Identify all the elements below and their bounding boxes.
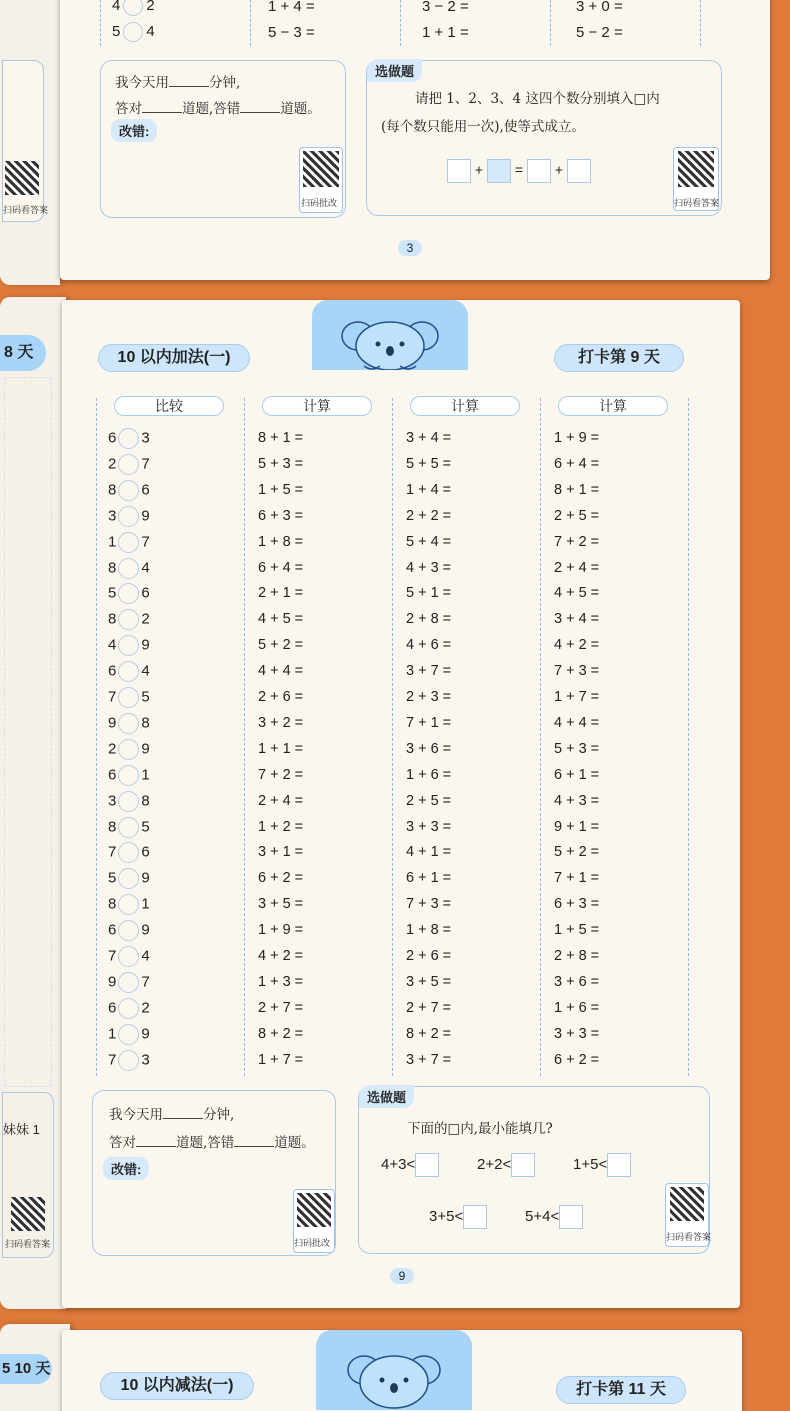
compare-left: 4 bbox=[108, 636, 117, 654]
compare-left: 7 bbox=[108, 1051, 117, 1069]
compare-left: 8 bbox=[108, 817, 117, 835]
compare-left: 6 bbox=[108, 662, 117, 680]
optional-box bbox=[366, 60, 722, 216]
compare-item bbox=[108, 791, 150, 812]
score-line: 答对 道题,答错 道题。 bbox=[115, 101, 321, 117]
compare-item bbox=[108, 920, 150, 941]
compare-item bbox=[108, 868, 150, 889]
header-calc-1: 计算 bbox=[262, 396, 372, 416]
calc-item: 5 − 2 = bbox=[576, 24, 623, 41]
calc-item[interactable]: 1 + 3 = bbox=[258, 973, 304, 990]
optional-question-line2: (每个数只能用一次),使等式成立。 bbox=[381, 119, 585, 135]
column-divider bbox=[700, 0, 701, 46]
compare-right: 8 bbox=[141, 792, 150, 810]
compare-circle[interactable] bbox=[118, 609, 139, 630]
compare-left: 8 bbox=[108, 558, 117, 576]
optional-question-line1: 请把 1、2、3、4 这四个数分别填入□内 bbox=[415, 91, 660, 107]
time-line: 我今天用 分钟, bbox=[109, 1107, 235, 1123]
calc-item[interactable]: 1 + 7 = bbox=[554, 689, 600, 705]
calc-item[interactable]: 1 + 6 = bbox=[554, 999, 600, 1016]
compare-left: 6 bbox=[108, 766, 117, 784]
calc-item[interactable]: 2 + 3 = bbox=[406, 689, 452, 705]
compare-circle[interactable] bbox=[118, 791, 139, 812]
calc-item[interactable]: 7 + 2 = bbox=[554, 533, 600, 550]
calc-item[interactable]: 2 + 6 = bbox=[258, 689, 304, 705]
calc-item[interactable]: 1 + 5 = bbox=[554, 922, 600, 939]
compare-item bbox=[108, 739, 150, 760]
compare-item bbox=[108, 661, 150, 682]
compare-item bbox=[108, 428, 150, 449]
calc-item[interactable]: 2 + 7 = bbox=[406, 999, 452, 1016]
checkin-badge: 打卡第 9 天 bbox=[554, 344, 684, 372]
compare-item bbox=[108, 765, 150, 786]
compare-item bbox=[108, 635, 150, 656]
calc-item[interactable]: 8 + 2 = bbox=[258, 1025, 304, 1042]
compare-item bbox=[108, 817, 150, 838]
calc-item[interactable]: 1 + 8 = bbox=[406, 922, 452, 939]
compare-right: 1 bbox=[141, 895, 150, 913]
calc-item[interactable]: 4 + 2 = bbox=[258, 948, 304, 964]
calc-item[interactable]: 3 + 6 = bbox=[554, 973, 600, 990]
compare-circle[interactable] bbox=[118, 480, 139, 501]
compare-right: 8 bbox=[141, 714, 150, 732]
qr-code-icon bbox=[5, 161, 39, 195]
calc-item[interactable]: 6 + 4 = bbox=[554, 455, 600, 472]
inequality-item: 1+5< bbox=[573, 1153, 631, 1177]
compare-left: 9 bbox=[108, 973, 117, 991]
column-divider bbox=[96, 398, 97, 1076]
calc-item[interactable]: 3 + 7 = bbox=[406, 663, 452, 680]
calc-item[interactable]: 7 + 3 = bbox=[406, 896, 452, 913]
calc-item[interactable]: 1 + 4 = bbox=[406, 481, 452, 498]
answer-box[interactable] bbox=[567, 159, 591, 183]
optional-question: 下面的□内,最小能填几? bbox=[407, 1121, 553, 1137]
sliver-box bbox=[2, 1092, 54, 1258]
inequality-item: 3+5< bbox=[429, 1205, 487, 1229]
calc-item[interactable]: 1 + 9 = bbox=[554, 430, 600, 446]
calc-item[interactable]: 8 + 2 = bbox=[406, 1025, 452, 1042]
calc-item[interactable]: 4 + 1 = bbox=[406, 844, 452, 861]
compare-left: 3 bbox=[108, 507, 117, 525]
calc-item[interactable]: 3 + 3 = bbox=[554, 1025, 600, 1042]
answer-box[interactable] bbox=[511, 1153, 535, 1177]
top-page-spread bbox=[0, 0, 790, 292]
compare-left: 9 bbox=[108, 714, 117, 732]
sliver-faint-column bbox=[4, 377, 52, 1087]
calc-item[interactable]: 7 + 2 = bbox=[258, 766, 304, 783]
column-divider bbox=[250, 0, 251, 46]
calc-item[interactable]: 6 + 1 = bbox=[554, 766, 600, 783]
column-divider bbox=[400, 0, 401, 46]
calc-item[interactable]: 2 + 8 = bbox=[554, 948, 600, 964]
compare-circle[interactable] bbox=[118, 713, 139, 734]
compare-circle[interactable] bbox=[118, 454, 139, 475]
calc-item[interactable]: 6 + 3 = bbox=[554, 896, 600, 913]
answer-box[interactable] bbox=[527, 159, 551, 183]
calc-item: 1 + 1 = bbox=[422, 24, 469, 41]
compare-left: 2 bbox=[108, 455, 117, 473]
compare-right: 9 bbox=[141, 1025, 150, 1043]
compare-item bbox=[108, 998, 150, 1019]
calc-item[interactable]: 4 + 5 = bbox=[554, 585, 600, 602]
calc-item[interactable]: 6 + 3 = bbox=[258, 507, 304, 524]
bottom-left-page-sliver bbox=[0, 1324, 70, 1411]
answer-box[interactable] bbox=[415, 1153, 439, 1177]
calc-item[interactable]: 5 + 2 = bbox=[554, 844, 600, 861]
calc-item[interactable]: 4 + 6 = bbox=[406, 637, 452, 654]
koala-header-tab bbox=[312, 300, 468, 370]
header-calc-3: 计算 bbox=[558, 396, 668, 416]
calc-item[interactable]: 3 + 7 = bbox=[406, 1051, 452, 1068]
compare-item bbox=[108, 1024, 150, 1045]
qr-panel[interactable] bbox=[673, 147, 719, 211]
compare-item bbox=[108, 454, 150, 475]
calc-item[interactable]: 3 + 4 = bbox=[406, 430, 452, 446]
calc-item[interactable]: 2 + 4 = bbox=[258, 792, 304, 809]
column-divider bbox=[100, 0, 101, 46]
time-blank[interactable] bbox=[169, 75, 209, 87]
fix-label: 改错: bbox=[103, 1157, 149, 1180]
wrong-blank[interactable] bbox=[234, 1135, 274, 1147]
compare-circle[interactable] bbox=[118, 817, 139, 838]
calc-item[interactable]: 7 + 1 = bbox=[554, 870, 600, 887]
calc-item[interactable]: 6 + 4 = bbox=[258, 559, 304, 576]
calc-item: 1 + 4 = bbox=[268, 0, 315, 15]
compare-left: 5 bbox=[108, 584, 117, 602]
side-day-tab: 8 天 bbox=[0, 335, 46, 371]
calc-item[interactable]: 4 + 5 = bbox=[258, 611, 304, 628]
calc-item[interactable]: 3 + 2 = bbox=[258, 714, 304, 731]
koala-icon bbox=[316, 1330, 472, 1410]
compare-circle[interactable] bbox=[118, 972, 139, 993]
main-page-spread bbox=[0, 292, 790, 1322]
top-page bbox=[60, 0, 770, 280]
calc-item[interactable]: 5 + 2 = bbox=[258, 637, 304, 654]
optional-tag: 选做题 bbox=[359, 1085, 414, 1108]
optional-tag: 选做题 bbox=[367, 59, 422, 82]
compare-right: 7 bbox=[141, 455, 150, 473]
compare-item bbox=[108, 583, 150, 604]
qr-caption: 扫码批改 bbox=[294, 1238, 331, 1248]
compare-right: 2 bbox=[141, 999, 150, 1017]
score-line: 答对 道题,答错 道题。 bbox=[109, 1135, 315, 1151]
compare-left: 7 bbox=[108, 843, 117, 861]
compare-right: 2 bbox=[141, 610, 150, 628]
compare-circle[interactable] bbox=[118, 635, 139, 656]
calc-item[interactable]: 5 + 3 = bbox=[554, 740, 600, 757]
compare-right: 3 bbox=[141, 429, 150, 447]
calc-item[interactable]: 1 + 1 = bbox=[258, 740, 304, 757]
calc-item[interactable]: 1 + 6 = bbox=[406, 766, 452, 783]
compare-right: 9 bbox=[141, 507, 150, 525]
calc-item[interactable]: 1 + 8 = bbox=[258, 533, 304, 550]
calc-item[interactable]: 3 + 5 = bbox=[406, 973, 452, 990]
compare-left: 8 bbox=[108, 895, 117, 913]
calc-item[interactable]: 2 + 5 = bbox=[406, 792, 452, 809]
qr-caption: 扫码批改 bbox=[301, 198, 338, 208]
inequality-item: 2+2< bbox=[477, 1153, 535, 1177]
compare-right: 6 bbox=[141, 481, 150, 499]
compare-right: 3 bbox=[141, 1051, 150, 1069]
correct-blank[interactable] bbox=[142, 101, 182, 113]
calc-item: 5 − 3 = bbox=[268, 24, 315, 41]
compare-circle[interactable] bbox=[118, 842, 139, 863]
bottom-page-spread bbox=[0, 1322, 790, 1411]
record-box bbox=[100, 60, 346, 218]
inequality-item: 5+4< bbox=[525, 1205, 583, 1229]
bottom-page bbox=[62, 1330, 742, 1411]
calc-item[interactable]: 8 + 1 = bbox=[258, 430, 304, 446]
compare-item bbox=[108, 687, 150, 708]
calc-item[interactable]: 3 + 1 = bbox=[258, 844, 304, 861]
calc-item[interactable]: 4 + 3 = bbox=[554, 792, 600, 809]
qr-code-icon bbox=[297, 1193, 331, 1227]
calc-item[interactable]: 1 + 9 = bbox=[258, 922, 304, 939]
compare-item bbox=[108, 842, 150, 863]
compare-circle[interactable] bbox=[123, 0, 143, 16]
qr-code-icon bbox=[303, 151, 339, 187]
header-compare: 比较 bbox=[114, 396, 224, 416]
calc-item[interactable]: 8 + 1 = bbox=[554, 481, 600, 498]
calc-item[interactable]: 6 + 1 = bbox=[406, 870, 452, 887]
sliver-text: 妹妹 1 bbox=[3, 1122, 40, 1137]
compare-right: 9 bbox=[141, 869, 150, 887]
calc-item[interactable]: 2 + 5 = bbox=[554, 507, 600, 524]
qr-code-icon bbox=[11, 1197, 45, 1231]
qr-panel[interactable] bbox=[293, 1189, 335, 1253]
compare-item: 5 4 bbox=[112, 22, 155, 42]
column-divider bbox=[688, 398, 689, 1076]
compare-left: 8 bbox=[108, 481, 117, 499]
calc-item[interactable]: 7 + 1 = bbox=[406, 714, 452, 731]
lesson-title: 10 以内减法(一) bbox=[100, 1372, 254, 1400]
calc-item[interactable]: 3 + 6 = bbox=[406, 740, 452, 757]
calc-item[interactable]: 6 + 2 = bbox=[258, 870, 304, 887]
koala-icon bbox=[312, 300, 468, 370]
correct-blank[interactable] bbox=[136, 1135, 176, 1147]
calc-item[interactable]: 6 + 2 = bbox=[554, 1051, 600, 1068]
compare-left: 7 bbox=[108, 947, 117, 965]
qr-caption: 扫码看答案 bbox=[674, 198, 720, 208]
calc-item[interactable]: 4 + 2 = bbox=[554, 637, 600, 654]
compare-circle[interactable] bbox=[118, 506, 139, 527]
calc-item: 3 − 2 = bbox=[422, 0, 469, 15]
compare-item bbox=[108, 972, 150, 993]
lesson-title: 10 以内加法(一) bbox=[98, 344, 250, 372]
compare-right: 4 bbox=[141, 947, 150, 965]
compare-right: 7 bbox=[141, 533, 150, 551]
compare-circle[interactable] bbox=[118, 532, 139, 553]
compare-circle[interactable] bbox=[118, 946, 139, 967]
compare-circle[interactable] bbox=[118, 868, 139, 889]
compare-circle[interactable] bbox=[118, 1024, 139, 1045]
compare-right: 6 bbox=[141, 584, 150, 602]
calc-item[interactable]: 2 + 4 = bbox=[554, 559, 600, 576]
compare-right: 1 bbox=[141, 766, 150, 784]
optional-box bbox=[358, 1086, 710, 1254]
compare-item bbox=[108, 713, 150, 734]
compare-left: 6 bbox=[108, 429, 117, 447]
compare-right: 6 bbox=[141, 843, 150, 861]
calc-item[interactable]: 7 + 3 = bbox=[554, 663, 600, 680]
qr-caption: 扫码看答案 bbox=[3, 205, 49, 215]
compare-right: 9 bbox=[141, 636, 150, 654]
compare-left: 8 bbox=[108, 610, 117, 628]
compare-left: 7 bbox=[108, 688, 117, 706]
compare-circle[interactable] bbox=[118, 894, 139, 915]
calc-item[interactable]: 1 + 7 = bbox=[258, 1051, 304, 1068]
compare-right: 4 bbox=[141, 662, 150, 680]
fix-label: 改错: bbox=[111, 119, 157, 142]
compare-item bbox=[108, 506, 150, 527]
compare-circle[interactable] bbox=[118, 558, 139, 579]
compare-circle[interactable] bbox=[118, 583, 139, 604]
calc-item[interactable]: 2 + 8 = bbox=[406, 611, 452, 628]
compare-item bbox=[108, 480, 150, 501]
calc-item[interactable]: 4 + 4 = bbox=[258, 663, 304, 680]
compare-left: 6 bbox=[108, 921, 117, 939]
compare-right: 4 bbox=[141, 558, 150, 576]
qr-code-icon bbox=[678, 151, 714, 187]
compare-left: 6 bbox=[108, 999, 117, 1017]
compare-circle[interactable] bbox=[118, 1050, 139, 1071]
compare-item bbox=[108, 558, 150, 579]
compare-left: 3 bbox=[108, 792, 117, 810]
calc-item: 3 + 0 = bbox=[576, 0, 623, 15]
qr-panel[interactable] bbox=[665, 1183, 712, 1247]
compare-circle[interactable] bbox=[123, 22, 143, 42]
compare-circle[interactable] bbox=[118, 998, 139, 1019]
compare-item bbox=[108, 946, 150, 967]
page-number: 3 bbox=[398, 240, 422, 256]
main-left-page-sliver bbox=[0, 297, 66, 1309]
compare-right: 5 bbox=[141, 688, 150, 706]
time-blank[interactable] bbox=[163, 1107, 203, 1119]
compare-circle[interactable] bbox=[118, 765, 139, 786]
inequality-item: 4+3< bbox=[381, 1153, 439, 1177]
calc-item[interactable]: 4 + 4 = bbox=[554, 714, 600, 731]
qr-code-icon bbox=[670, 1187, 704, 1221]
checkin-badge: 打卡第 11 天 bbox=[556, 1376, 686, 1404]
calc-item[interactable]: 2 + 6 = bbox=[406, 948, 452, 964]
answer-box[interactable] bbox=[447, 159, 471, 183]
page-number: 9 bbox=[390, 1268, 414, 1284]
calc-item[interactable]: 5 + 3 = bbox=[258, 455, 304, 472]
column-divider bbox=[550, 0, 551, 46]
header-calc-2: 计算 bbox=[410, 396, 520, 416]
equation: + = + bbox=[447, 159, 591, 183]
calc-item[interactable]: 2 + 7 = bbox=[258, 999, 304, 1016]
column-divider bbox=[244, 398, 245, 1076]
top-left-page-sliver bbox=[0, 0, 60, 285]
answer-box[interactable] bbox=[487, 159, 511, 183]
calc-item[interactable]: 3 + 3 = bbox=[406, 818, 452, 835]
wrong-blank[interactable] bbox=[240, 101, 280, 113]
compare-circle[interactable] bbox=[118, 661, 139, 682]
compare-item: 4 2 bbox=[112, 0, 155, 16]
compare-item bbox=[108, 1050, 150, 1071]
answer-box[interactable] bbox=[559, 1205, 583, 1229]
calc-item[interactable]: 1 + 2 = bbox=[258, 818, 304, 835]
compare-circle[interactable] bbox=[118, 920, 139, 941]
calc-item[interactable]: 1 + 5 = bbox=[258, 481, 304, 498]
koala-header-tab bbox=[316, 1330, 472, 1410]
calc-item[interactable]: 4 + 3 = bbox=[406, 559, 452, 576]
sliver-box bbox=[2, 60, 49, 222]
answer-box[interactable] bbox=[463, 1205, 487, 1229]
column-divider bbox=[540, 398, 541, 1076]
calc-item[interactable]: 2 + 2 = bbox=[406, 507, 452, 524]
calc-item[interactable]: 5 + 4 = bbox=[406, 533, 452, 550]
compare-left: 5 bbox=[108, 869, 117, 887]
calc-item[interactable]: 5 + 1 = bbox=[406, 585, 452, 602]
qr-caption: 扫码看答案 bbox=[666, 1232, 712, 1242]
calc-item[interactable]: 3 + 5 = bbox=[258, 896, 304, 913]
compare-left: 1 bbox=[108, 1025, 117, 1043]
record-box bbox=[92, 1090, 336, 1256]
compare-right: 5 bbox=[141, 817, 150, 835]
answer-box[interactable] bbox=[607, 1153, 631, 1177]
compare-item bbox=[108, 894, 150, 915]
calc-item[interactable]: 5 + 5 = bbox=[406, 455, 452, 472]
compare-item bbox=[108, 532, 150, 553]
time-line: 我今天用 分钟, bbox=[115, 75, 241, 91]
side-day-tab: 5 10 天 bbox=[0, 1354, 52, 1384]
compare-circle[interactable] bbox=[118, 428, 139, 449]
calc-item[interactable]: 3 + 4 = bbox=[554, 611, 600, 628]
qr-caption: 扫码看答案 bbox=[5, 1239, 51, 1249]
calc-item[interactable]: 9 + 1 = bbox=[554, 818, 600, 835]
compare-circle[interactable] bbox=[118, 739, 139, 760]
column-divider bbox=[392, 398, 393, 1076]
qr-panel[interactable] bbox=[299, 147, 343, 213]
compare-item bbox=[108, 609, 150, 630]
compare-right: 9 bbox=[141, 740, 150, 758]
compare-right: 7 bbox=[141, 973, 150, 991]
calc-item[interactable]: 2 + 1 = bbox=[258, 585, 304, 602]
main-page bbox=[62, 300, 740, 1308]
compare-left: 2 bbox=[108, 740, 117, 758]
compare-left: 1 bbox=[108, 533, 117, 551]
compare-circle[interactable] bbox=[118, 687, 139, 708]
compare-right: 9 bbox=[141, 921, 150, 939]
